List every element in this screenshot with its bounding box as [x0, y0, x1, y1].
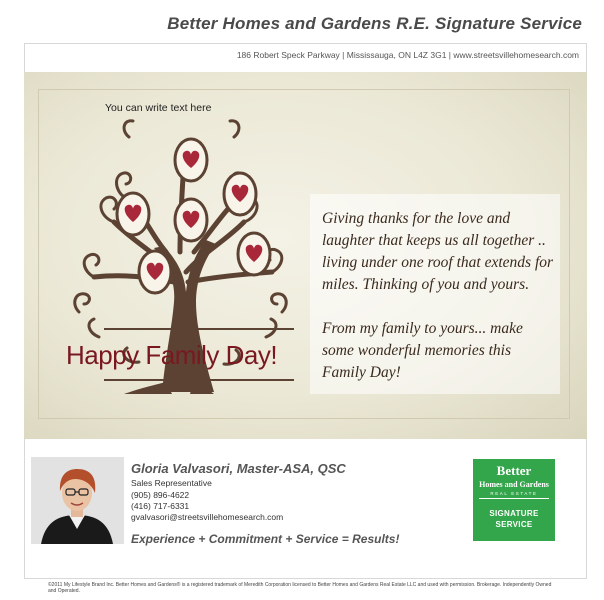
- headline: Happy Family Day!: [66, 340, 278, 370]
- logo-service: SERVICE: [495, 520, 533, 529]
- agent-name: Gloria Valvasori, Master-ASA, QSC: [131, 461, 346, 476]
- legal-footer: ©2011 My Lifestyle Brand Inc. Better Homes and Gardens® is a registered trademark of Meredith Corporation licensed to Better Homes and Gardens Real Estate LLC and used with permission. Brokerage. Independently Owned and Operated.: [48, 582, 552, 594]
- agent-portrait: [31, 457, 124, 544]
- headline-rule-top: [104, 328, 294, 330]
- greeting-message: [322, 208, 554, 406]
- family-day-card: [24, 72, 587, 439]
- headline-rule-bottom: [104, 379, 294, 381]
- agent-phone-primary[interactable]: (905) 896-4622: [131, 490, 190, 500]
- editable-text-placeholder: You can write text here: [105, 102, 212, 114]
- heart-frame: [175, 139, 207, 181]
- heart-frame: [224, 173, 256, 215]
- heart-frame: [117, 193, 149, 235]
- message-paragraph: Giving thanks for the love and laughter that keeps us all together .. living under one roof that extends for miles. Thinking of you and yours.: [322, 210, 554, 293]
- logo-divider: [479, 498, 549, 499]
- office-address: 186 Robert Speck Parkway | Mississauga, ON L4Z 3G1 | www.streetsvillehomesearch.com: [236, 50, 579, 60]
- agent-phone-secondary[interactable]: (416) 717-6331: [131, 501, 190, 511]
- agent-title: Sales Representative: [131, 478, 212, 488]
- message-paragraph: From my family to yours... make some wonderful memories this Family Day!: [322, 320, 523, 381]
- agent-email-link[interactable]: gvalvasori@streetsvillehomesearch.com: [131, 512, 284, 522]
- brand-title: Better Homes and Gardens R.E. Signature Service: [167, 14, 582, 33]
- logo-line-better: Better: [496, 463, 532, 478]
- agent-photo: [31, 457, 124, 544]
- logo-signature-service: [473, 508, 555, 530]
- heart-frame: [238, 233, 270, 275]
- logo-line-real-estate: REAL ESTATE: [490, 491, 538, 496]
- heart-frame: [139, 251, 171, 293]
- logo-signature: SIGNATURE: [489, 509, 539, 518]
- heart-frame: [175, 199, 207, 241]
- brokerage-logo: [473, 459, 555, 541]
- agent-tagline: Experience + Commitment + Service = Results!: [131, 532, 400, 546]
- logo-homes-text: Homes and Gardens: [479, 480, 549, 489]
- logo-line-homes: [473, 478, 555, 491]
